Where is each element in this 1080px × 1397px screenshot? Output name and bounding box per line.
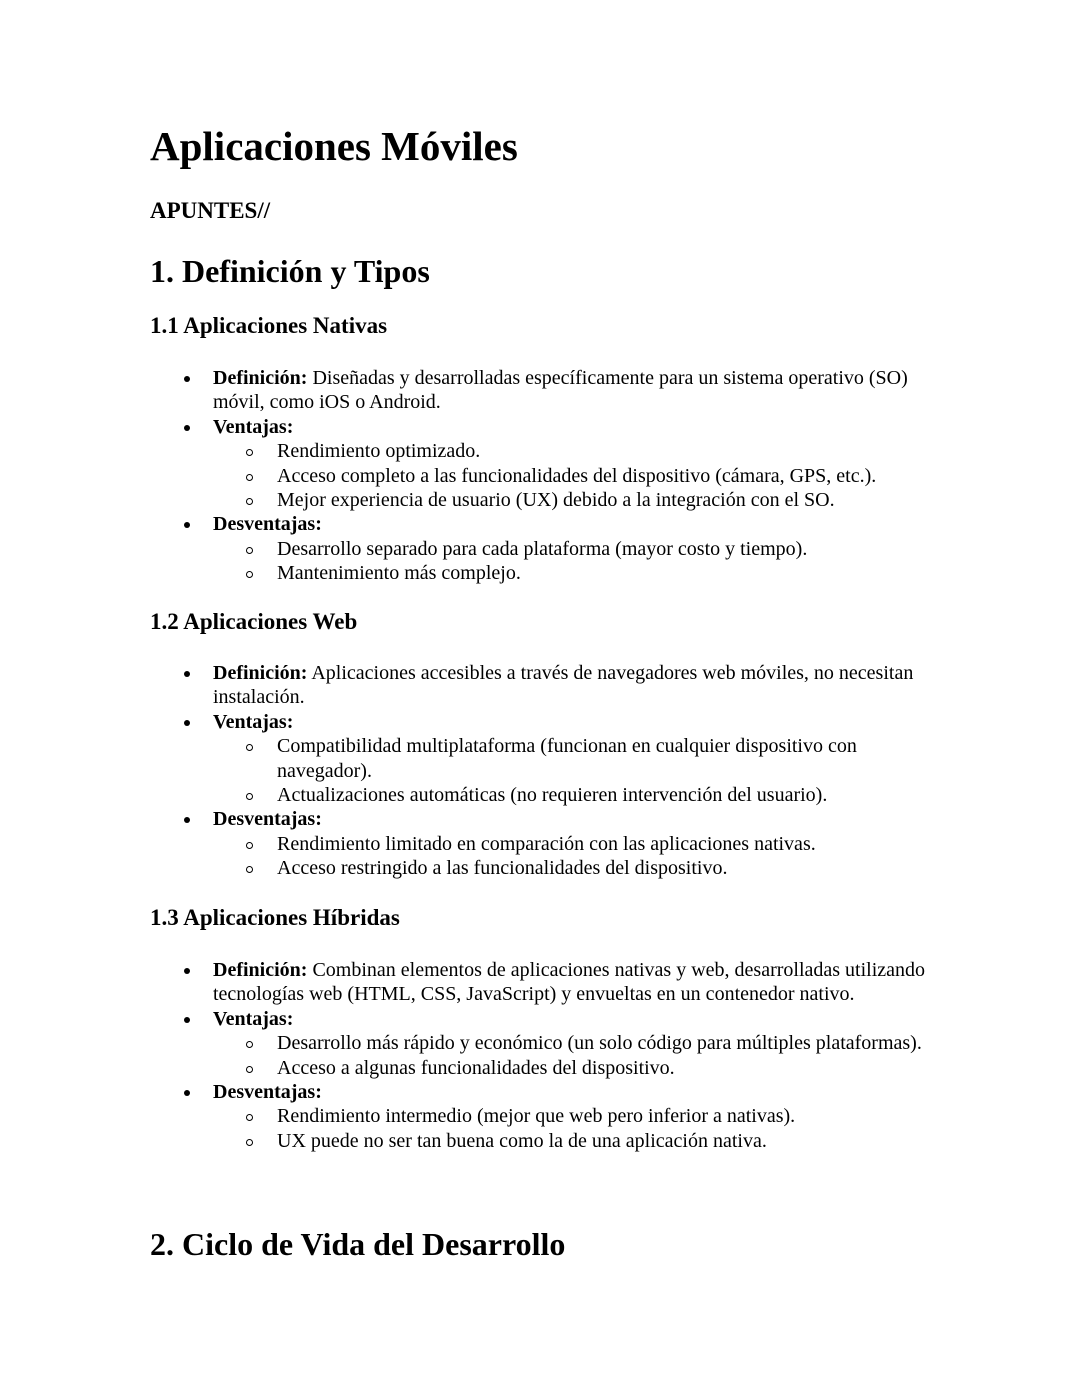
- disadvantages-label: Desventajas:: [213, 1081, 322, 1104]
- disadvantages-label: Desventajas:: [213, 808, 322, 831]
- list-item: [213, 1031, 930, 1055]
- list-item: [150, 661, 930, 710]
- bullet-icon: [184, 425, 190, 431]
- circle-bullet-icon: [246, 793, 253, 800]
- hybrid-apps-heading: 1.3 Aplicaciones Híbridas: [150, 905, 400, 930]
- advantages-list: [213, 1031, 930, 1080]
- list-item: [213, 1104, 930, 1128]
- list-item: [213, 488, 930, 512]
- circle-bullet-icon: [246, 744, 253, 751]
- bullet-icon: [184, 720, 190, 726]
- list-item: [150, 366, 930, 415]
- advantage-text: Desarrollo más rápido y económico (un solo código para múltiples plataformas).: [277, 1032, 922, 1055]
- circle-bullet-icon: [246, 474, 253, 481]
- bullet-icon: [184, 1017, 190, 1023]
- advantage-text: Rendimiento optimizado.: [277, 440, 481, 463]
- bullet-icon: [184, 1090, 190, 1096]
- list-item: [213, 439, 930, 463]
- circle-bullet-icon: [246, 1114, 253, 1121]
- bullet-icon: [184, 817, 190, 823]
- list-item: [150, 512, 930, 585]
- list-item: [213, 832, 930, 856]
- list-item: [213, 1129, 930, 1153]
- list-item: [150, 1007, 930, 1080]
- disadvantage-text: Rendimiento intermedio (mejor que web pero inferior a nativas).: [277, 1105, 796, 1128]
- definition-label: Definición:: [213, 662, 308, 684]
- circle-bullet-icon: [246, 571, 253, 578]
- circle-bullet-icon: [246, 547, 253, 554]
- disadvantage-text: Acceso restringido a las funcionalidades del dispositivo.: [277, 857, 728, 880]
- circle-bullet-icon: [246, 842, 253, 849]
- list-item: [150, 1080, 930, 1153]
- list-item: [150, 710, 930, 808]
- web-apps-list: [150, 661, 930, 881]
- advantages-label: Ventajas:: [213, 415, 294, 438]
- disadvantage-text: Mantenimiento más complejo.: [277, 562, 521, 585]
- circle-bullet-icon: [246, 449, 253, 456]
- disadvantages-list: [213, 1104, 930, 1153]
- definition-label: Definición:: [213, 367, 308, 389]
- document-subtitle: APUNTES//: [150, 198, 271, 223]
- advantages-list: [213, 734, 930, 807]
- circle-bullet-icon: [246, 1139, 253, 1146]
- advantage-text: Compatibilidad multiplataforma (funcionan en cualquier dispositivo con navegador).: [277, 735, 857, 782]
- definition-text: Aplicaciones accesibles a través de navegadores web móviles, no necesitan instalación.: [213, 662, 914, 709]
- native-apps-heading: 1.1 Aplicaciones Nativas: [150, 313, 388, 338]
- disadvantages-label: Desventajas:: [213, 513, 322, 536]
- bullet-icon: [184, 522, 190, 528]
- circle-bullet-icon: [246, 866, 253, 873]
- advantage-text: Mejor experiencia de usuario (UX) debido a la integración con el SO.: [277, 489, 835, 512]
- document-title: Aplicaciones Móviles: [150, 123, 518, 169]
- circle-bullet-icon: [246, 1041, 253, 1048]
- disadvantage-text: Rendimiento limitado en comparación con las aplicaciones nativas.: [277, 832, 816, 855]
- list-item: [213, 537, 930, 561]
- circle-bullet-icon: [246, 498, 253, 505]
- disadvantages-list: [213, 832, 930, 881]
- disadvantage-text: UX puede no ser tan buena como la de una aplicación nativa.: [277, 1129, 767, 1152]
- list-item: [150, 958, 930, 1007]
- section-2-heading: 2. Ciclo de Vida del Desarrollo: [150, 1226, 566, 1262]
- section-1-heading: 1. Definición y Tipos: [150, 253, 430, 289]
- bullet-icon: [184, 376, 190, 382]
- definition-label: Definición:: [213, 959, 308, 981]
- list-item: [213, 734, 930, 783]
- disadvantages-list: [213, 537, 930, 586]
- advantage-text: Acceso completo a las funcionalidades del dispositivo (cámara, GPS, etc.).: [277, 464, 877, 487]
- disadvantage-text: Desarrollo separado para cada plataforma (mayor costo y tiempo).: [277, 537, 808, 560]
- bullet-icon: [184, 968, 190, 974]
- advantage-text: Actualizaciones automáticas (no requieren intervención del usuario).: [277, 784, 828, 807]
- circle-bullet-icon: [246, 1066, 253, 1073]
- advantages-label: Ventajas:: [213, 710, 294, 733]
- definition-text: Combinan elementos de aplicaciones nativas y web, desarrolladas utilizando tecnologías web (HTML, CSS, JavaScript) y envueltas en un contenedor nativo.: [213, 959, 926, 1006]
- list-item: [213, 1056, 930, 1080]
- advantage-text: Acceso a algunas funcionalidades del dispositivo.: [277, 1056, 675, 1079]
- list-item: [213, 856, 930, 880]
- advantages-label: Ventajas:: [213, 1007, 294, 1030]
- advantages-list: [213, 439, 930, 512]
- bullet-icon: [184, 671, 190, 677]
- list-item: [213, 561, 930, 585]
- native-apps-list: [150, 366, 930, 586]
- hybrid-apps-list: [150, 958, 930, 1153]
- list-item: [150, 807, 930, 880]
- list-item: [213, 783, 930, 807]
- list-item: [150, 415, 930, 513]
- definition-text: Diseñadas y desarrolladas específicamente para un sistema operativo (SO) móvil, como iOS o Android.: [213, 367, 908, 414]
- list-item: [213, 464, 930, 488]
- web-apps-heading: 1.2 Aplicaciones Web: [150, 609, 358, 634]
